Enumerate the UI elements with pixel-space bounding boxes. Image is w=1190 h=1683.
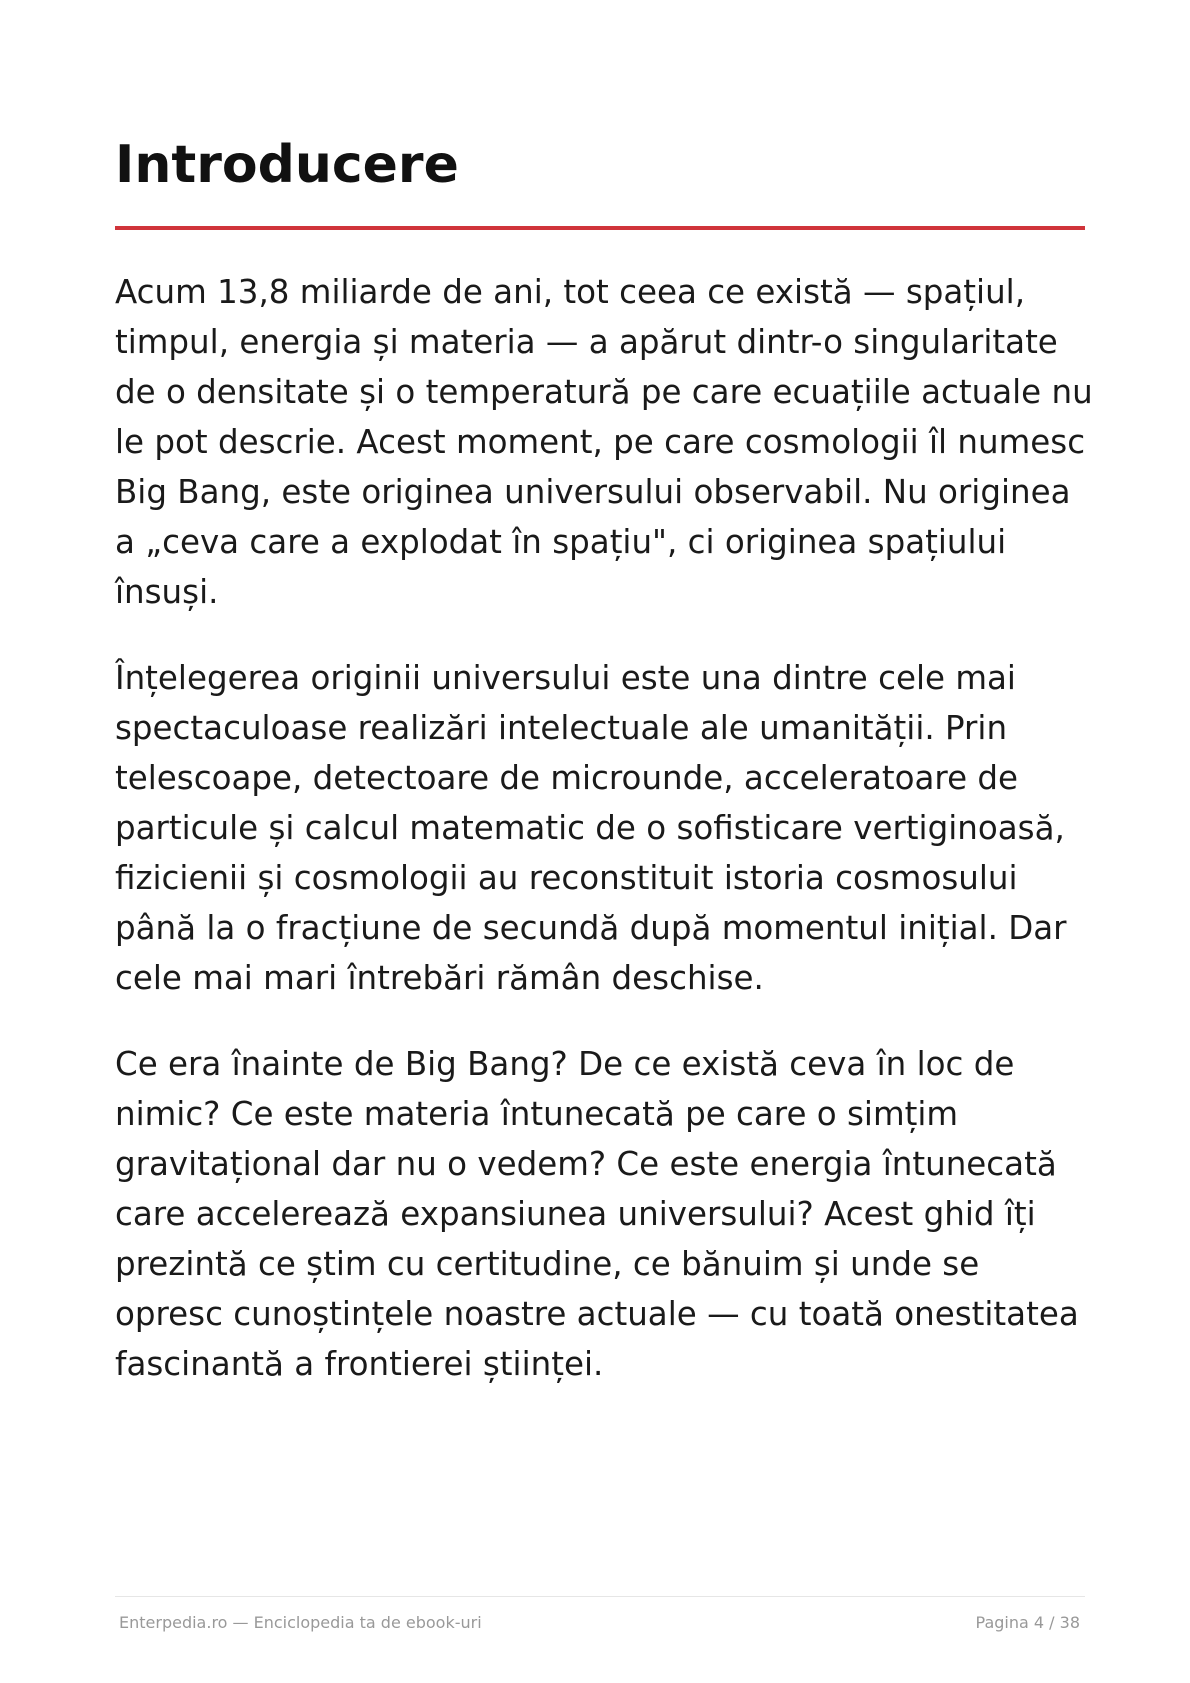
text-line: Big Bang, este originea universului observabil. Nu originea	[115, 473, 1071, 511]
text-line: spectaculoase realizări intelectuale ale umanității. Prin	[115, 709, 1008, 747]
text-line: gravitațional dar nu o vedem? Ce este energia întunecată	[115, 1145, 1057, 1183]
text-line: prezintă ce știm cu certitudine, ce bănuim și unde se	[115, 1245, 980, 1283]
chapter-title: Introducere	[115, 135, 459, 195]
text-line: cele mai mari întrebări rămân deschise.	[115, 959, 764, 997]
text-line: fizicienii și cosmologii au reconstituit istoria cosmosului	[115, 859, 1018, 897]
paragraph	[115, 1039, 1105, 1389]
text-line: până la o fracțiune de secundă după momentul inițial. Dar	[115, 909, 1067, 947]
footer-page-number: Pagina 4 / 38	[975, 1613, 1080, 1632]
text-line: Ce era înainte de Big Bang? De ce există ceva în loc de	[115, 1045, 1015, 1083]
paragraph	[115, 653, 1105, 1003]
text-line: le pot descrie. Acest moment, pe care cosmologii îl numesc	[115, 423, 1086, 461]
text-line: nimic? Ce este materia întunecată pe care o simțim	[115, 1095, 959, 1133]
text-line: Acum 13,8 miliarde de ani, tot ceea ce există — spațiul,	[115, 273, 1026, 311]
text-line: care accelerează expansiunea universului? Acest ghid îți	[115, 1195, 1036, 1233]
text-line: particule și calcul matematic de o sofisticare vertiginoasă,	[115, 809, 1065, 847]
text-line: opresc cunoștințele noastre actuale — cu toată onestitatea	[115, 1295, 1079, 1333]
text-line: însuși.	[115, 573, 219, 611]
text-line: telescoape, detectoare de microunde, acceleratoare de	[115, 759, 1019, 797]
text-line: timpul, energia și materia — a apărut dintr-o singularitate	[115, 323, 1058, 361]
body-text	[115, 267, 1105, 1425]
document-page	[115, 0, 1093, 1683]
paragraph	[115, 267, 1105, 617]
text-line: de o densitate și o temperatură pe care ecuațiile actuale nu	[115, 373, 1093, 411]
title-underline	[115, 226, 1085, 230]
footer-site-name: Enterpedia.ro — Enciclopedia ta de ebook-uri	[119, 1613, 482, 1632]
text-line: a „ceva care a explodat în spațiu", ci originea spațiului	[115, 523, 1007, 561]
footer-divider	[115, 1596, 1085, 1597]
text-line: fascinantă a frontierei științei.	[115, 1345, 604, 1383]
text-line: Înțelegerea originii universului este una dintre cele mai	[115, 659, 1016, 697]
